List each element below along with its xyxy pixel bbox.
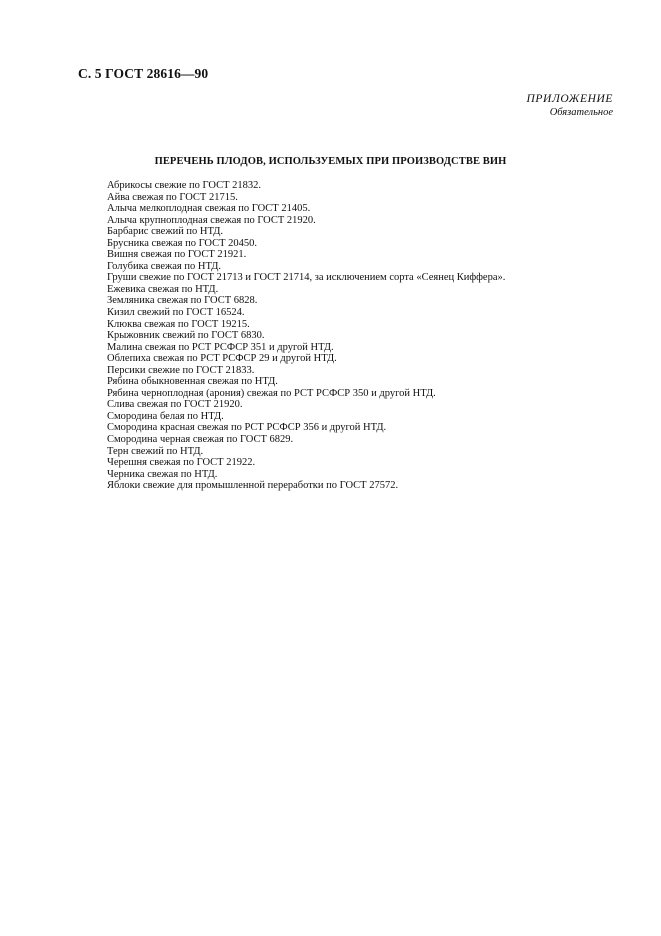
list-item: Крыжовник свежий по ГОСТ 6830. [107, 330, 265, 342]
list-item: Алыча мелкоплодная свежая по ГОСТ 21405. [107, 203, 311, 215]
list-item: Абрикосы свежие по ГОСТ 21832. [107, 180, 261, 191]
list-item: Слива свежая по ГОСТ 21920. [107, 399, 243, 411]
list-item: Смородина черная свежая по ГОСТ 6829. [107, 434, 294, 446]
list-item: Кизил свежий по ГОСТ 16524. [107, 307, 245, 319]
list-item: Земляника свежая по ГОСТ 6828. [107, 295, 258, 307]
list-item: Терн свежий по НТД. [107, 445, 204, 457]
list-item: Барбарис свежий по НТД. [107, 226, 224, 238]
list-item: Персики свежие по ГОСТ 21833. [107, 364, 255, 376]
list-item: Смородина белая по НТД. [107, 410, 224, 422]
appendix-subtitle: Обязательное [549, 107, 613, 118]
page-header: С. 5 ГОСТ 28616—90 [78, 66, 209, 81]
list-item: Черника свежая по НТД. [107, 468, 218, 480]
list-item: Облепиха свежая по РСТ РСФСР 29 и другой НТД. [107, 353, 337, 365]
document-heading: ПЕРЕЧЕНЬ ПЛОДОВ, ИСПОЛЬЗУЕМЫХ ПРИ ПРОИЗВОДСТВЕ ВИН [154, 156, 507, 167]
list-item: Клюква свежая по ГОСТ 19215. [107, 318, 250, 330]
list-item: Вишня свежая по ГОСТ 21921. [107, 249, 247, 261]
fruit-list [107, 180, 505, 492]
list-item: Рябина обыкновенная свежая по НТД. [107, 376, 278, 388]
appendix-block [527, 93, 613, 119]
list-item: Алыча крупноплодная свежая по ГОСТ 21920. [107, 214, 316, 226]
list-item: Рябина черноплодная (арония) свежая по РСТ РСФСР 350 и другой НТД. [107, 387, 436, 399]
list-item: Голубика свежая по НТД. [107, 260, 222, 272]
list-item: Малина свежая по РСТ РСФСР 351 и другой НТД. [107, 341, 334, 353]
list-item: Яблоки свежие для промышленной переработки по ГОСТ 27572. [107, 480, 399, 492]
list-item: Черешня свежая по ГОСТ 21922. [107, 457, 256, 469]
list-item: Ежевика свежая по НТД. [107, 283, 219, 295]
appendix-title: ПРИЛОЖЕНИЕ [526, 93, 613, 105]
list-item: Айва свежая по ГОСТ 21715. [107, 191, 238, 203]
list-item: Брусника свежая по ГОСТ 20450. [107, 237, 258, 249]
list-item: Груши свежие по ГОСТ 21713 и ГОСТ 21714, за исключением сорта «Сеянец Киффера». [107, 272, 506, 284]
list-item: Смородина красная свежая по РСТ РСФСР 356 и другой НТД. [107, 422, 387, 434]
